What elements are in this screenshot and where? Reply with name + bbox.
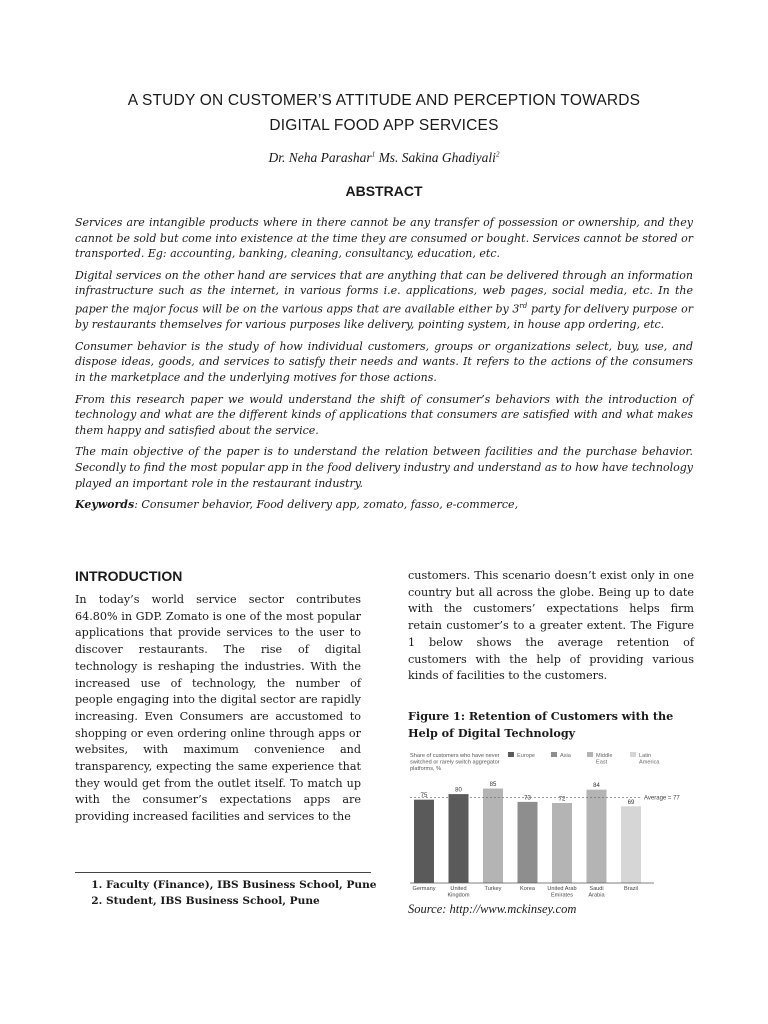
chart-title-line: platforms, % — [410, 766, 442, 773]
keywords-label: Keywords — [75, 498, 135, 512]
bar-value-label: 80 — [455, 787, 462, 794]
footnote-2: 2. Student, IBS Business School, Pune — [106, 894, 396, 909]
left-column — [75, 568, 361, 826]
bar-value-label: 75 — [420, 793, 428, 800]
legend-swatch — [630, 752, 636, 757]
legend-label: Middle — [596, 753, 613, 759]
category-label: Saudi — [589, 886, 604, 892]
chart-title — [410, 753, 500, 772]
bar — [587, 790, 607, 883]
author-1-sup: 1 — [371, 150, 376, 159]
bar — [483, 789, 503, 883]
legend-swatch — [587, 752, 593, 757]
keywords — [75, 497, 693, 513]
legend-swatch — [551, 752, 557, 757]
bar-value-label: 85 — [489, 782, 497, 789]
footnote-rule — [75, 872, 371, 873]
category-label: Korea — [520, 886, 535, 892]
average-label: Average = 77 — [644, 795, 680, 802]
introduction-right-text: customers. This scenario doesn’t exist only in one country but all across the globe. Being up to date with the customers’ expectations helps firm retain customer’s to a greater extent. The Figure 1 below shows the average retention of customers with the help of providing various kinds of facilities to the customers. — [408, 569, 694, 683]
abstract-p2-b: party for delivery purpose or by restaurants themselves for various purposes like delivery, pointing system, in house app ordering, etc. — [75, 302, 694, 332]
bar-value-label: 69 — [627, 799, 635, 806]
right-column — [408, 568, 694, 685]
title-line-2: DIGITAL FOOD APP SERVICES — [269, 117, 499, 134]
legend-label: America — [639, 759, 660, 766]
paper-title — [60, 88, 708, 138]
bar — [621, 806, 641, 883]
category-label: Arabia — [588, 892, 605, 899]
bar — [518, 802, 538, 883]
chart-title-line: Share of customers who have never — [410, 753, 500, 759]
category-label: Emirates — [550, 892, 574, 899]
abstract-body — [75, 215, 693, 519]
legend-label: Latin — [639, 753, 652, 759]
abstract-paragraph-4: From this research paper we would understand the shift of consumer’s behaviors with the introduction of technology and what are the different kinds of applications that consumers are satisfied with and what makes them happy and satisfied about the service. — [75, 392, 693, 437]
abstract-p2-a: Digital services on the other hand are services that are anything that can be delivered through an information infrastructure such as the internet, in various forms i.e. applications, web pages, social media, etc. In the paper the major focus will be on the various apps that are available either by 3 — [75, 268, 693, 316]
legend-label: Asia — [560, 753, 571, 759]
category-label: United Arab — [547, 886, 577, 892]
figure-caption: Figure 1: Retention of Customers with the Help of Digital Technology — [408, 709, 674, 740]
bar-value-label: 72 — [558, 796, 566, 803]
category-label: United — [450, 886, 467, 892]
introduction-left-text: In today’s world service sector contributes 64.80% in GDP. Zomato is one of the most popular applications that provide services to the user to discover restaurants. The rise of digital technology is reshaping the industries. With the increased use of technology, the number of people engaging into the digital sector are rapidly increasing. Even Consumers are accustomed to shopping or even ordering online through apps or websites, with maximum convenience and transparency, expecting the same experience that they would get from the outlet itself. To match up with the consumer’s expectations apps are providing increased facilities and services to the — [75, 593, 361, 824]
category-label: Germany — [412, 886, 436, 892]
bar-value-label: 73 — [524, 795, 531, 802]
bar — [449, 794, 469, 883]
keywords-text: : Consumer behavior, Food delivery app, zomato, fasso, e-commerce, — [134, 498, 519, 512]
bar — [414, 800, 434, 883]
abstract-p2-sup: rd — [519, 301, 528, 310]
title-line-1: A STUDY ON CUSTOMER’S ATTITUDE AND PERCEPTION TOWARDS — [127, 92, 641, 109]
abstract-paragraph-3: Consumer behavior is the study of how individual customers, groups or organizations select, buy, use, and dispose ideas, goods, and services to satisfy their needs and wants. It refers to the actions of the consumers in the marketplace and the underlying motives for those actions. — [75, 339, 693, 384]
abstract-paragraph-1: Services are intangible products where in there cannot be any transfer of possession or ownership, and they cannot be sold but come into existence at the time they are consumed or bought. Services cannot be stored or transported. Eg: accounting, banking, cleaning, consultancy, education, etc. — [75, 216, 693, 261]
category-label: Turkey — [484, 886, 502, 892]
bar — [552, 803, 572, 883]
bar-value-label: 84 — [593, 783, 600, 790]
category-label: Brazil — [624, 886, 638, 892]
footnotes — [88, 878, 396, 910]
author-1: Dr. Neha Parashar — [268, 150, 372, 165]
category-label: Kingdom — [447, 892, 470, 899]
abstract-paragraph-2 — [75, 268, 693, 333]
legend-swatch — [508, 752, 514, 757]
retention-bar-chart — [404, 748, 696, 903]
abstract-heading: ABSTRACT — [345, 183, 423, 199]
introduction-heading: INTRODUCTION — [75, 568, 183, 584]
chart-title-line: switched or rarely switch aggregator — [410, 759, 500, 766]
figure-source: Source: http://www.mckinsey.com — [408, 902, 577, 916]
author-2-sup: 2 — [495, 150, 500, 159]
authors — [60, 150, 708, 166]
legend-label: East — [596, 759, 608, 766]
footnote-1: 1. Faculty (Finance), IBS Business School, Pune — [106, 878, 396, 893]
chart-legend — [508, 752, 660, 765]
chart-bars — [412, 782, 641, 898]
abstract-paragraph-5: The main objective of the paper is to understand the relation between facilities and the purchase behavior. Secondly to find the most popular app in the food delivery industry and understand as to how have technology played an important role in the restaurant industry. — [75, 445, 693, 490]
legend-label: Europe — [517, 753, 536, 759]
author-2: Ms. Sakina Ghadiyali — [378, 150, 496, 165]
